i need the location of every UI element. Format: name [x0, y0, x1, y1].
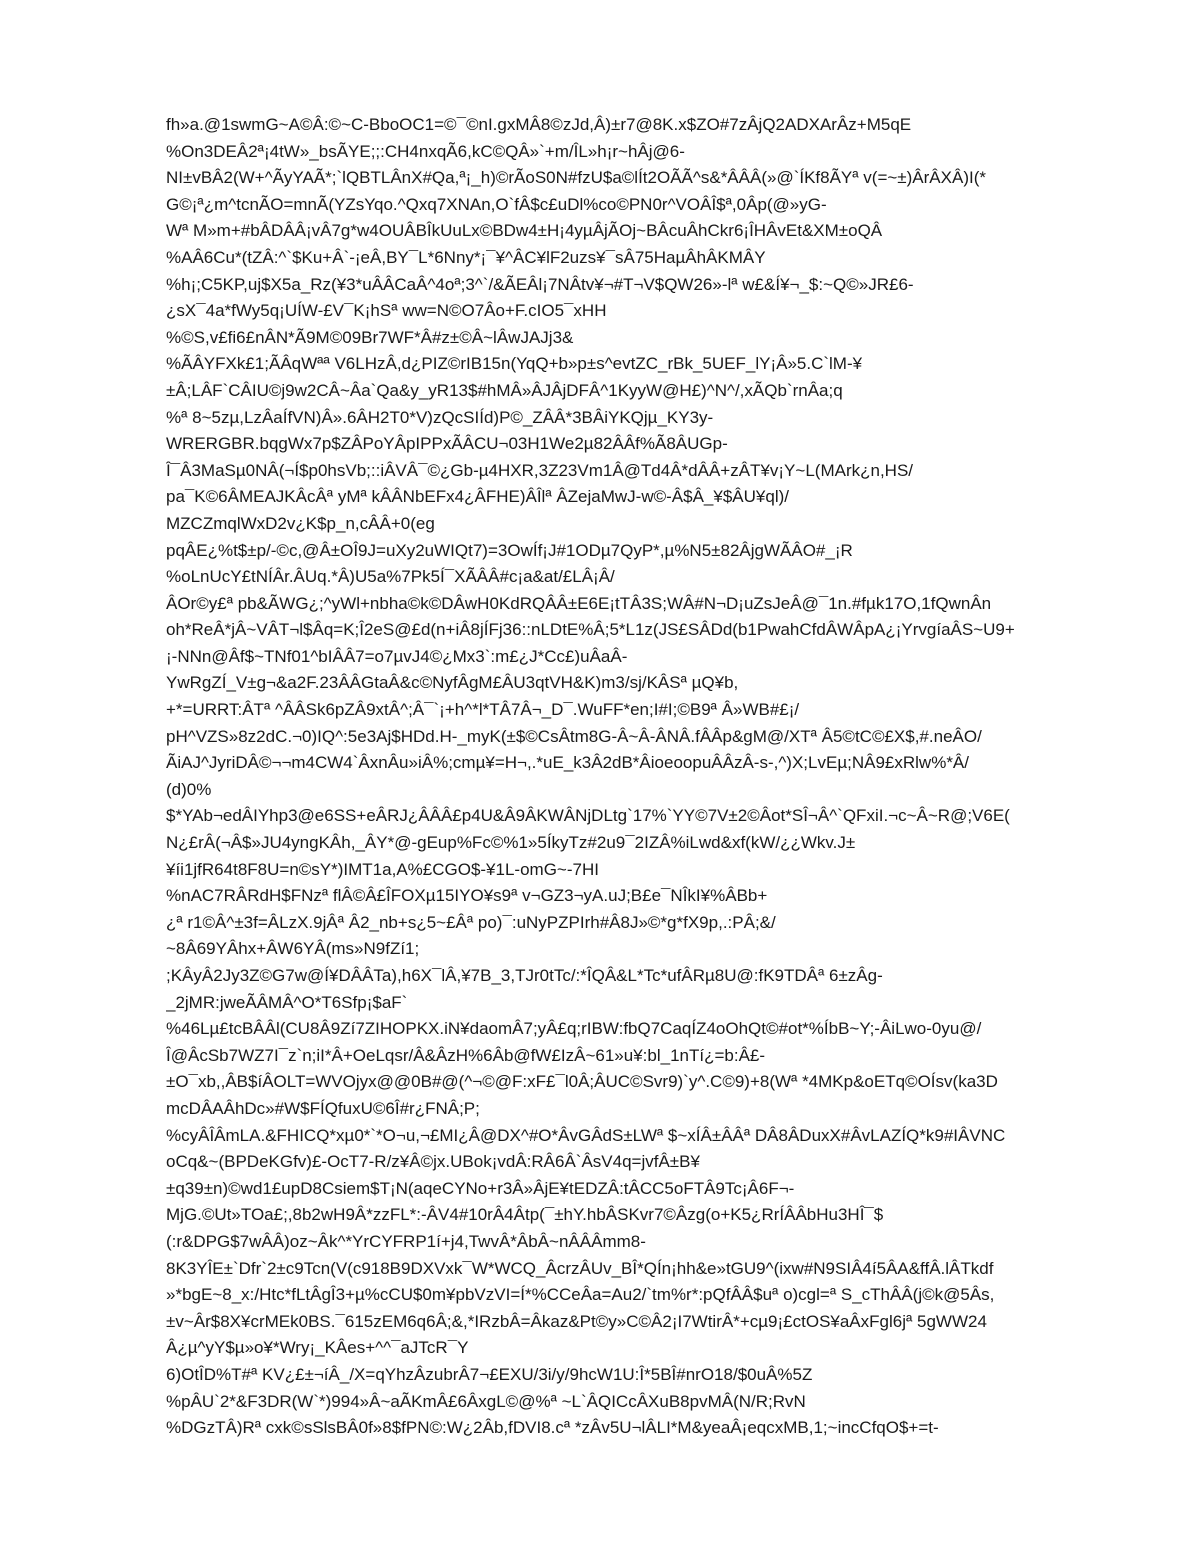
text-line: %AÂ6Cu*(tZÂ:^`$Ku+Â`-¡eÂ,BY¯L*6Nny*¡¯¥^ÂC¥lF2uzs¥¯sÂ75HaµÂhÂKMÂY: [166, 247, 766, 267]
text-line: NI±vBÂ2(W+^ÃyYAÃ*;`lQBTLÂnX#Qa,ª¡_h)©rÃoS0N#fzU$a©lÍt2OÃÃ^s&*ÂÂÂ(»@`ÍKf8ÃYª v(=~±)ÂrÂXÂ)I(*: [166, 168, 986, 188]
text-line: %DGzTÂ)Rª cxk©sSlsBÂ0f»8$fPN©:W¿2Âb,fDVI8.cª *zÂv5U¬lÂLI*M&yeaÂ¡eqcxMB,1;~incCfqO$+=t-: [166, 1418, 939, 1438]
text-line: %On3DEÂ2ª¡4tW»_bsÃYE;;:CH4nxqÃ6,kC©QÂ»`+m/ÎL»h¡r~hÂj@6-: [166, 141, 685, 161]
text-line: ~8Â69YÂhx+ÂW6YÂ(ms»N9fZí1;: [166, 939, 420, 959]
text-line: Wª M»m+#bÂDÂÂ¡vÂ7g*w4OUÂBÎkUuLx©BDw4±H¡4yµÂjÃOj~BÂcuÂhCkr6¡ÎHÂvEt&XM±oQÂ: [166, 221, 883, 241]
text-line: +*=URRT:ÂTª ^ÂÂSk6pZÂ9xtÂ^;Â¯`¡+h^*l*TÂ7Â¬_D¯.WuFF*en;I#I;©B9ª Â»WB#£¡/: [166, 700, 800, 720]
text-line: ±v~Âr$8X¥crMEk0BS.¯615zEM6q6Â;&,*IRzbÂ=Âkaz&Pt©y»C©Â2¡I7WtirÂ*+cµ9¡£ctOS¥aÂxFgl6jª 5gWW24: [166, 1311, 987, 1331]
text-line: MZCZmqlWxD2v¿K$p_n,cÂÂ+0(eg: [166, 513, 435, 533]
text-line: ÂOr©y£ª pb&ÃWG¿;^yWl+nbha©k©DÂwH0KdRQÂÂ±E6E¡tTÂ3S;WÂ#N¬D¡uZsJeÂ@¯1n.#fµk17O,1fQwnÂn: [166, 593, 992, 613]
text-line: 6)OtÎD%T#ª KV¿£±¬íÂ_/X=qYhzÂzubrÂ7¬£EXU/3i/y/9hcW1U:Î*5BÎ#nrO18/$0uÂ%5Z: [166, 1364, 813, 1384]
text-line: pa¯K©6ÂMEAJKÂcÂª yMª kÂÂNbEFx4¿ÂFHE)ÂÎlª ÂZejaMwJ-w©-Â$Â_¥$ÂU¥ql)/: [166, 487, 789, 507]
text-line: (:r&DPG$7wÂÂ)oz~Âk^*YrCYFRP1í+j4,TwvÂ*ÂbÂ~nÂÂÂmm8-: [166, 1231, 646, 1251]
text-line: %ª 8~5zµ,LzÂaÍfVN)Â».6ÂH2T0*V)zQcSIÍd)P©_ZÂÂ*3BÂiYKQjµ_KY3y-: [166, 407, 714, 427]
text-line: WRERGBR.bqgWx7p$ZÂPoYÂpIPPxÃÂCU¬03H1We2µ82ÂÂf%Ã8ÂUGp-: [166, 434, 728, 454]
text-line: G©¡ª¿m^tcnÃO=mnÃ(YZsYqo.^Qxq7XNAn,O`fÂ$c£uDl%co©PN0r^VOÂÎ$ª,0Âp(@»yG-: [166, 194, 827, 214]
text-line: pqÂE¿%t$±p/-©c,@Â±OÎ9J=uXy2uWIQt7)=3OwÍf¡J#1ODµ7QyP*,µ%N5±82ÂjgWÃÂO#_¡R: [166, 540, 853, 560]
text-line: ¿sX¯4a*fWy5q¡UÍW-£V¯K¡hSª ww=N©O7Âo+F.cIO5¯xHH: [166, 301, 607, 321]
text-line: ±O¯xb,,ÂB$íÂOLT=WVOjyx@@0B#@(^¬©@F:xF£¯l0Â;ÂUC©Svr9)`y^.C©9)+8(Wª *4MKp&oETq©OÍsv(ka3D: [166, 1072, 998, 1092]
text-line: ÃiAJ^JyriDÂ©¬¬m4CW4`ÂxnÂu»iÂ%;cmµ¥=H¬,.*uE_k3Â2dB*ÂioeoopuÂÂzÂ-s-,^)X;LvEµ;NÂ9£xRlw%*Â/: [166, 753, 969, 773]
text-line: ±q39±n)©wd1£upD8Csiem$T¡N(aqeCYNo+r3Â»ÂjE¥tEDZÂ:tÂCC5oFTÂ9Tc¡Â6F¬-: [166, 1178, 795, 1198]
text-line: (d)0%: [166, 779, 212, 799]
text-line: %nAC7RÂRdH$FNzª flÂ©Â£ÎFOXµ15IYO¥s9ª v¬GZ3¬yA.uJ;B£e¯NÎkI¥%ÂBb+: [166, 886, 768, 906]
text-line: pH^VZS»8z2dC.¬0)IQ^:5e3Aj$HDd.H-_myK(±$©CsÂtm8G-Â~Â-ÂNÂ.fÂÂp&gM@/XTª Â5©tC©£X$,#.neÂO/: [166, 726, 982, 746]
text-line: %ÃÂYFXk£1;ÃÂqWªª V6LHzÂ,d¿PIZ©rIB15n(YqQ+b»p±s^evtZC_rBk_5UEF_lY¡Â»5.C`lM-¥: [166, 354, 863, 374]
text-line: %cyÂÎÂmLA.&FHICQ*xµ0*`*O¬u,¬£MI¿Â@DX^#O*ÂvGÂdS±LWª $~xÍÂ±ÂÂª DÂ8ÂDuxX#ÂvLAZÍQ*k9#IÂVNC: [166, 1125, 1006, 1145]
text-line: Â¿µ^yY$µ»o¥*Wry¡_KÂes+^^¯aJTcR¯Y: [166, 1338, 469, 1358]
text-line: YwRgZÍ_V±g¬&a2F.23ÂÂGtaÂ&c©NyfÂgM£ÂU3qtVH&K)m3/sj/KÂSª µQ¥b,: [166, 673, 739, 693]
text-line: fh»a.@1swmG~A©Â:©~C-BboOC1=©¯©nI.gxMÂ8©zJd,Â)±r7@8K.x$ZO#7zÂjQ2ADXArÂz+M5qE: [166, 115, 912, 134]
text-line: oCq&~(BPDeKGfv)£-OcT7-R/z¥Â©jx.UBok¡vdÂ:RÂ6Â`ÂsV4q=jvfÂ±B¥: [166, 1152, 700, 1172]
text-line: »*bgE~8_x:/Htc*fLtÂgÎ3+µ%cCU$0m¥pbVzVI=Í*%CCeÂa=Au2/`tm%r*:pQfÂÂ$uª o)cgl=ª S_cThÂÂ(j©k@5Âs,: [166, 1285, 995, 1305]
text-line: %pÂU`2*&F3DR(W`*)994»Â~aÃKmÂ£6ÂxgL©@%ª ~L`ÂQICcÂXuB8pvMÂ(N/R;RvN: [166, 1391, 806, 1411]
text-line: %©S,v£fi6£nÂN*Ã9M©09Br7WF*Â#z±©Â~lÂwJAJj3&: [166, 327, 574, 347]
text-line: mcDÂAÂhDc»#W$FÍQfuxU©6Î#r¿FNÂ;P;: [166, 1098, 480, 1118]
text-line: %oLnUcY£tNÍÂr.ÂUq.*Â)U5a%7Pk5Í¯XÃÂÂ#c¡a&at/£LÂ¡Â/: [166, 567, 615, 587]
text-line: Î¯Â3MaSµ0NÂ(¬Í$p0hsVb;::iÂVÂ¯©¿Gb-µ4HXR,3Z23Vm1Â@Td4Â*dÂÂ+zÂT¥v¡Y~L(MArk¿n,HS/: [166, 460, 914, 480]
text-line: ¿ª r1©Â^±3f=ÂLzX.9jÂª Â2_nb+s¿5~£Âª po)¯:uNyPZPIrh#Â8J»©*g*fX9p,.:PÂ;&/: [166, 912, 776, 932]
text-line: MjG.©Ut»TOa£;,8b2wH9Â*zzFL*:-ÂV4#10rÂ4Âtp(¯±hY.hbÂSKvr7©Âzg(o+K5¿RrÍÂÂbHu3HÎ¯$: [166, 1205, 884, 1225]
text-line: _2jMR:jweÃÂMÂ^O*T6Sfp¡$aF`: [166, 992, 408, 1012]
text-line: $*YAb¬edÂIYhp3@e6SS+eÂRJ¿ÂÂÂ£p4U&Â9ÂKWÂNjDLtg`17%`YY©7V±2©Âot*SÎ¬Â^`QFxiI.¬c~Â~R@;V6E(: [166, 806, 1010, 826]
text-line: ¡-NNn@Âf$~TNf01^bIÂÂ7=o7µvJ4©¿Mx3`:m£¿J*Cc£)uÂaÂ-: [166, 646, 628, 666]
text-line: %46Lµ£tcBÂÂl(CU8Â9Zí7ZIHOPKX.iN¥daomÂ7;yÂ£q;rIBW:fbQ7CaqÍZ4oOhQt©#ot*%ÍbB~Y;-ÂiLwo-0yu@/: [166, 1019, 982, 1039]
text-line: 8K3YÎE±`Dfr`2±c9Tcn(V(c918B9DXVxk¯W*WCQ_ÂcrzÂUv_BÎ*QÍn¡hh&e»tGU9^(ixw#N9SIÂ4í5ÂA&ffÂ.lÂTkdf: [166, 1258, 994, 1278]
text-line: ±Â;LÂF`CÂIU©j9w2CÂ~Âa`Qa&y_yR13$#hMÂ»ÂJÂjDFÂ^1KyyW@H£)^N^/,xÃQb`rnÂa;q: [166, 380, 843, 400]
text-line: ¥íi1jfR64t8F8U=n©sY*)IMT1a,A%£CGO$-¥1L-omG~-7HI: [166, 859, 599, 879]
text-line: oh*ReÂ*jÂ~VÂT¬l$Âq=K;Î2eS@£d(n+iÂ8jÍFj36::nLDtE%Â;5*L1z(JS£SÂDd(b1PwahCfdÂWÂpA¿¡YrvgíaÂS~U9+: [166, 620, 1015, 640]
text-line: N¿£rÂ(¬Â$»JU4yngKÂh,_ÂY*@-gEup%Fc©%1»5ÍkyTz#2u9¯2IZÂ%iLwd&xf(kW/¿¿Wkv.J±: [166, 833, 856, 853]
body-text: [166, 112, 1146, 1442]
text-line: Î@ÂcSb7WZ7I¯z`n;iI*Â+OeLqsr/Â&ÂzH%6Âb@fW£IzÂ~61»u¥:bl_1nTí¿=b:Â£-: [166, 1045, 766, 1065]
text-line: %h¡;C5KP,uj$X5a_Rz(¥3*uÂÂCaÂ^4oª;3^`/&ÃEÂl¡7NÂtv¥¬#T¬V$QW26»-lª w£&Í¥¬_$:~Q©»JR£6-: [166, 274, 914, 294]
text-line: ;KÂyÂ2Jy3Z©G7w@Í¥DÂÂTa),h6X¯lÂ,¥7B_3,TJr0tTc/:*ÎQÂ&L*Tc*ufÂRµ8U@:fK9TDÂª 6±zÂg-: [166, 966, 883, 985]
